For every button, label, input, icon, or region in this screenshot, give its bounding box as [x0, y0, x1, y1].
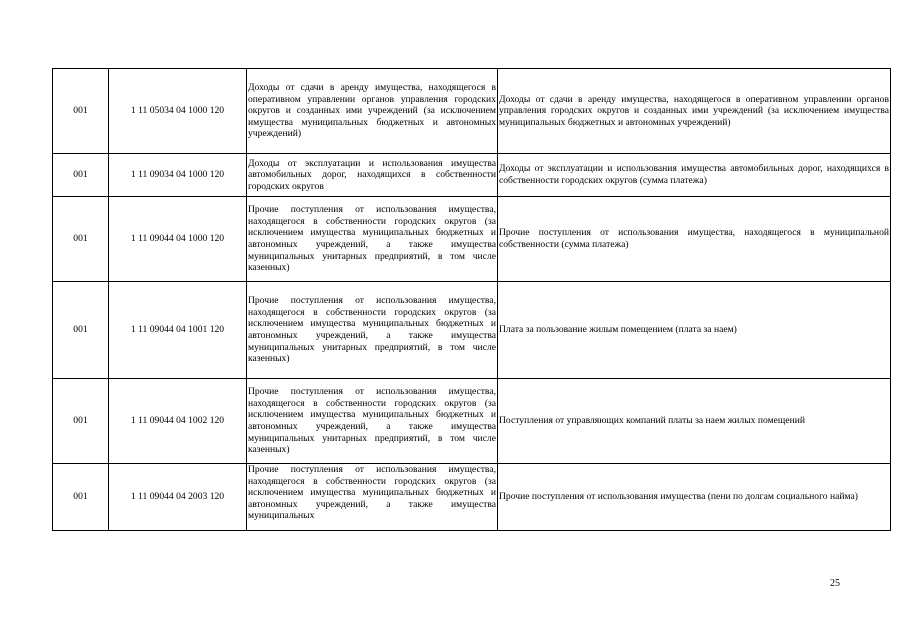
revenue-kind-text: Доходы от сдачи в аренду имущества, находящегося в оперативном управлении органов управления городских округов и созданных ими учреждений (за исключением имущества муниципальных бюджетных и автономных учреждений)	[248, 82, 496, 140]
revenue-subkind-text: Прочие поступления от использования имущества, находящегося в муниципальной собственности (сумма платежа)	[499, 227, 889, 250]
revenue-kind-text: Доходы от эксплуатации и использования имущества автомобильных дорог, находящихся в собственности городских округов	[248, 157, 496, 192]
revenue-kind-cell	[247, 379, 498, 464]
revenue-kind-text: Прочие поступления от использования имущества, находящегося в собственности городских округов (за исключением имущества муниципальных бюджетных и автономных учреждений, а также имущества муниципальных	[248, 464, 496, 522]
revenue-subkind-cell	[498, 69, 891, 154]
revenue-subkind-text: Доходы от сдачи в аренду имущества, находящегося в оперативном управлении органов управления городских округов и созданных ими учреждений (за исключением имущества муниципальных бюджетных и автономных учреждений)	[499, 93, 889, 128]
kbk-code-cell: 1 11 09044 04 1001 120	[109, 282, 247, 379]
revenue-subkind-cell	[498, 282, 891, 379]
revenue-kind-text: Прочие поступления от использования имущества, находящегося в собственности городских округов (за исключением имущества муниципальных бюджетных и автономных учреждений, а также имущества муниципальных унитарных предприятий, в том числе казенных)	[248, 386, 496, 456]
revenue-subkind-cell	[498, 379, 891, 464]
admin-code-cell: 001	[53, 154, 109, 197]
table-row	[53, 154, 891, 197]
revenue-subkind-text: Доходы от эксплуатации и использования имущества автомобильных дорог, находящихся в собственности городских округов (сумма платежа)	[499, 163, 889, 186]
admin-code-cell: 001	[53, 464, 109, 531]
admin-code-cell: 001	[53, 282, 109, 379]
admin-code-cell: 001	[53, 197, 109, 282]
admin-code-cell: 001	[53, 69, 109, 154]
revenue-subkind-cell	[498, 154, 891, 197]
revenue-kind-cell	[247, 197, 498, 282]
table-row	[53, 197, 891, 282]
revenue-kind-cell	[247, 154, 498, 197]
table-row	[53, 464, 891, 531]
revenue-kind-text: Прочие поступления от использования имущества, находящегося в собственности городских округов (за исключением имущества муниципальных бюджетных и автономных учреждений, а также имущества муниципальных унитарных предприятий, в том числе казенных)	[248, 295, 496, 365]
revenue-codes-table	[52, 68, 891, 531]
kbk-code-cell: 1 11 09044 04 2003 120	[109, 464, 247, 531]
revenue-kind-cell	[247, 69, 498, 154]
revenue-subkind-cell	[498, 197, 891, 282]
revenue-subkind-cell	[498, 464, 891, 531]
kbk-code-cell: 1 11 09044 04 1000 120	[109, 197, 247, 282]
revenue-subkind-text: Поступления от управляющих компаний платы за наем жилых помещений	[499, 415, 805, 427]
admin-code-cell: 001	[53, 379, 109, 464]
revenue-kind-cell	[247, 464, 498, 531]
table-row	[53, 379, 891, 464]
kbk-code-cell: 1 11 05034 04 1000 120	[109, 69, 247, 154]
revenue-subkind-text: Прочие поступления от использования имущества (пени по долгам социального найма)	[499, 491, 858, 503]
kbk-code-cell: 1 11 09044 04 1002 120	[109, 379, 247, 464]
revenue-kind-cell	[247, 282, 498, 379]
revenue-subkind-text: Плата за пользование жилым помещением (плата за наем)	[499, 324, 737, 336]
page-number: 25	[830, 578, 840, 589]
table-row	[53, 282, 891, 379]
table-row	[53, 69, 891, 154]
revenue-kind-text: Прочие поступления от использования имущества, находящегося в собственности городских округов (за исключением имущества муниципальных бюджетных и автономных учреждений, а также имущества муниципальных унитарных предприятий, в том числе казенных)	[248, 204, 496, 274]
kbk-code-cell: 1 11 09034 04 1000 120	[109, 154, 247, 197]
